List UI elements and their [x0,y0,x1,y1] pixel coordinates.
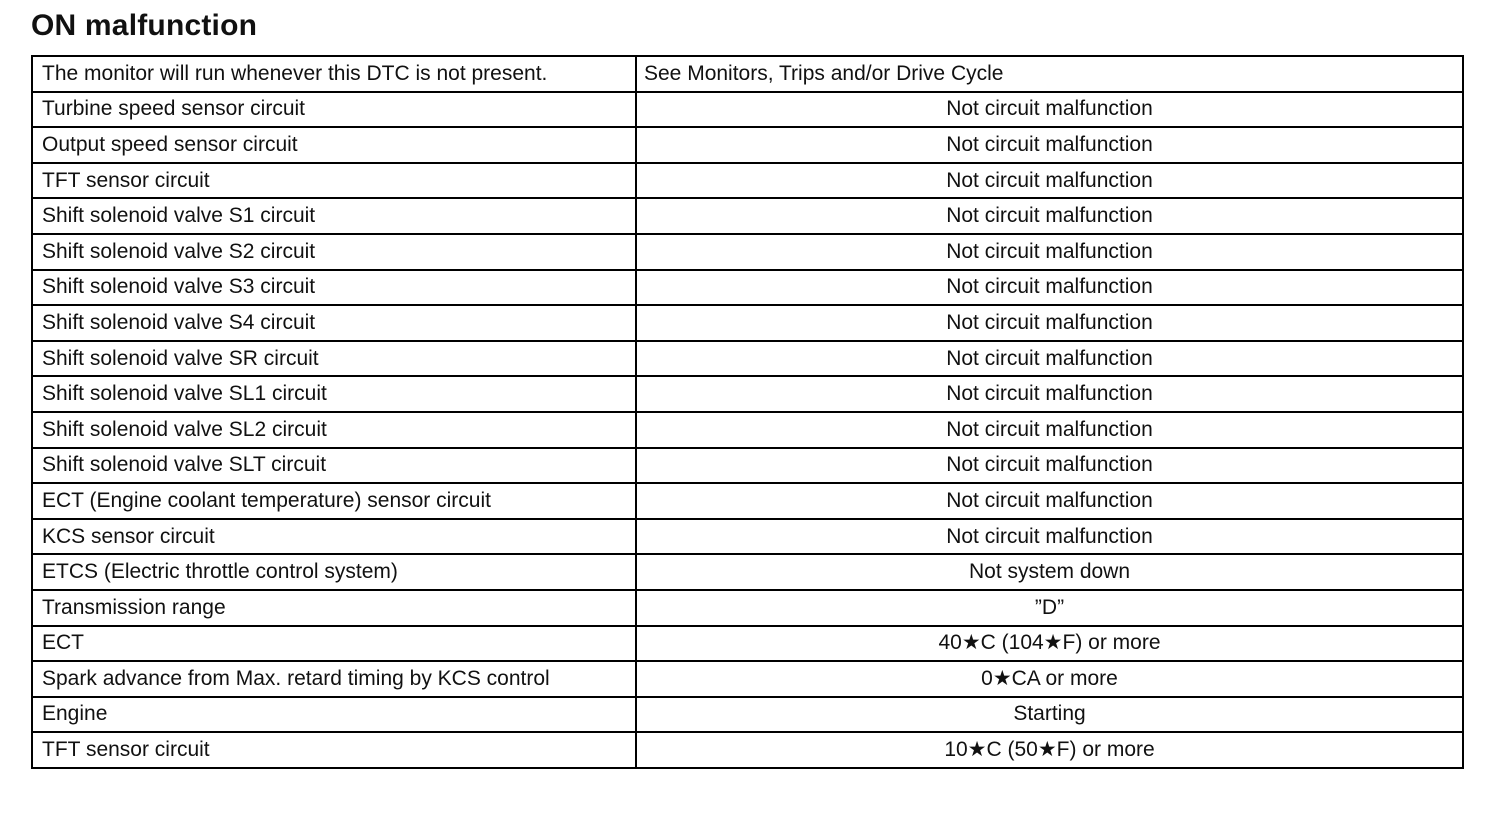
table-row [32,519,1463,555]
value-cell: Not circuit malfunction [636,198,1463,234]
condition-cell: Shift solenoid valve S2 circuit [32,234,636,270]
condition-cell: Shift solenoid valve S3 circuit [32,270,636,306]
table-row [32,448,1463,484]
condition-cell: ETCS (Electric throttle control system) [32,554,636,590]
table-row [32,127,1463,163]
value-cell: Not circuit malfunction [636,92,1463,128]
value-cell: Not circuit malfunction [636,519,1463,555]
condition-cell: Engine [32,697,636,733]
table-row [32,697,1463,733]
condition-cell: Shift solenoid valve SLT circuit [32,448,636,484]
value-cell: Not circuit malfunction [636,163,1463,199]
condition-cell: Output speed sensor circuit [32,127,636,163]
table-row [32,270,1463,306]
value-cell: Not circuit malfunction [636,376,1463,412]
value-cell: Not circuit malfunction [636,341,1463,377]
value-cell: Not circuit malfunction [636,127,1463,163]
condition-cell: The monitor will run whenever this DTC is not present. [32,56,636,92]
table-row [32,341,1463,377]
value-cell: 40★C (104★F) or more [636,626,1463,662]
conditions-table [31,55,1464,769]
table-row [32,234,1463,270]
table-row [32,661,1463,697]
condition-cell: TFT sensor circuit [32,732,636,768]
condition-cell: Shift solenoid valve SR circuit [32,341,636,377]
value-cell: 0★CA or more [636,661,1463,697]
table-row [32,56,1463,92]
table-row [32,198,1463,234]
value-cell: Not circuit malfunction [636,234,1463,270]
condition-cell: TFT sensor circuit [32,163,636,199]
condition-cell: Shift solenoid valve SL2 circuit [32,412,636,448]
table-row [32,376,1463,412]
condition-cell: ECT [32,626,636,662]
condition-cell: Shift solenoid valve S4 circuit [32,305,636,341]
value-cell: Not system down [636,554,1463,590]
condition-cell: ECT (Engine coolant temperature) sensor circuit [32,483,636,519]
table-row [32,590,1463,626]
condition-cell: Transmission range [32,590,636,626]
table-row [32,554,1463,590]
condition-cell: Shift solenoid valve S1 circuit [32,198,636,234]
table-row [32,92,1463,128]
value-cell: ”D” [636,590,1463,626]
table-row [32,732,1463,768]
condition-cell: Turbine speed sensor circuit [32,92,636,128]
value-cell: Not circuit malfunction [636,483,1463,519]
value-cell: 10★C (50★F) or more [636,732,1463,768]
page-title: ON malfunction [31,9,258,42]
value-cell: Not circuit malfunction [636,270,1463,306]
value-cell: See Monitors, Trips and/or Drive Cycle [636,56,1463,92]
condition-cell: KCS sensor circuit [32,519,636,555]
condition-cell: Shift solenoid valve SL1 circuit [32,376,636,412]
value-cell: Not circuit malfunction [636,412,1463,448]
table-row [32,626,1463,662]
value-cell: Not circuit malfunction [636,305,1463,341]
value-cell: Not circuit malfunction [636,448,1463,484]
value-cell: Starting [636,697,1463,733]
table-row [32,412,1463,448]
table-row [32,483,1463,519]
conditions-table-body [32,56,1463,768]
table-row [32,163,1463,199]
condition-cell: Spark advance from Max. retard timing by KCS control [32,661,636,697]
table-row [32,305,1463,341]
